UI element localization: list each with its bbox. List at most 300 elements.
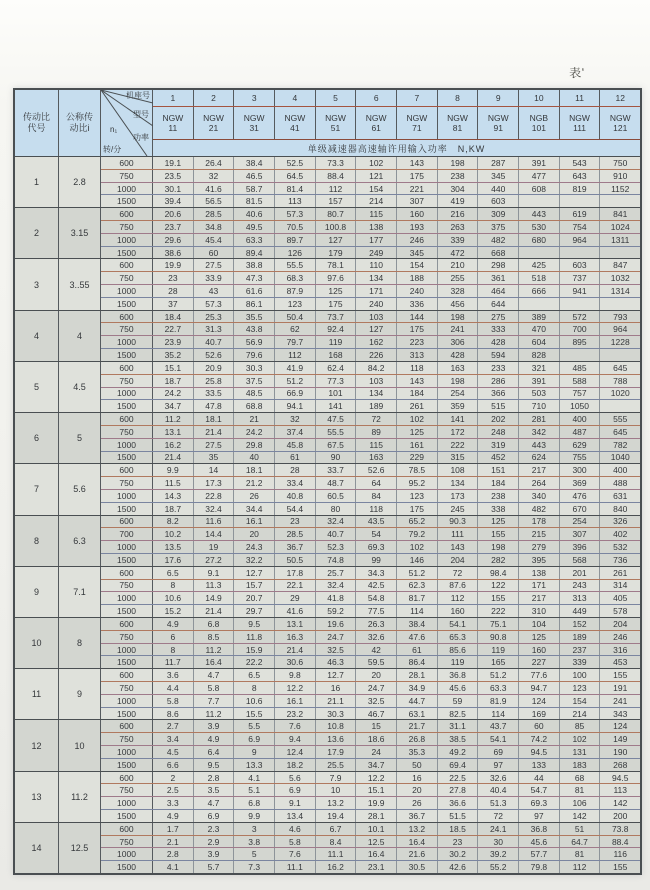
ratio-group [15,258,640,309]
group-rows [101,362,640,412]
value-cell: 32.5 [356,695,397,707]
frame-number-cell: 4 [275,90,316,106]
ratio-code-cell: 13 [15,772,59,822]
group-rows [101,259,640,309]
value-cell: 4.1 [234,772,275,784]
table-row [101,541,640,554]
value-cell: 306 [438,336,479,348]
value-cell: 304 [438,183,479,195]
value-cell: 201 [560,567,601,579]
value-cell [600,298,640,310]
value-cell: 29 [275,592,316,604]
value-cell: 13.3 [234,759,275,771]
value-cell: 4.9 [194,733,235,745]
value-cell: 18.5 [438,823,479,835]
value-cell: 72 [356,413,397,425]
value-cell: 78.5 [397,464,438,476]
value-cell: 8 [234,682,275,694]
value-cell: 15.7 [234,580,275,592]
value-cell: 125 [519,631,560,643]
value-cell: 238 [478,490,519,502]
value-cell: 6.5 [234,669,275,681]
value-cell: 310 [519,605,560,617]
value-cell [600,349,640,361]
group-rows [101,823,640,873]
header-right [153,90,640,156]
value-cell: 78.1 [316,259,357,271]
table-row [101,208,640,221]
span-title-row [153,140,640,156]
value-cell: 555 [613,414,628,424]
value-cell: 405 [613,593,628,604]
model-size: 21 [208,123,219,133]
value-cell: 32.6 [356,631,397,643]
value-cell: 34.3 [356,567,397,579]
value-cell: 16.4 [356,848,397,860]
table-row [101,746,640,759]
value-cell: 5.6 [275,772,316,784]
value-cell: 16.3 [275,631,316,643]
value-cell: 1024 [610,221,630,232]
table-row [101,336,640,349]
value-cell: 51.3 [478,797,519,809]
header-nominal-ratio-line2: 动比i [69,123,90,133]
value-cell: 12.5 [356,836,397,848]
value-cell: 85 [560,720,601,732]
model-size: 51 [330,123,341,133]
value-cell: 198 [438,375,479,387]
model-size: 41 [290,123,300,133]
table-row [101,247,640,259]
table-row [101,298,640,310]
value-cell: 29.8 [234,439,275,451]
value-cell: 188 [397,272,438,284]
group-rows [101,413,640,463]
value-cell: 4.5 [153,746,194,758]
value-cell: 32.2 [234,554,275,566]
header-ratio-code-line2: 代号 [27,123,46,133]
value-cell: 112 [275,349,316,361]
frame-number-cell: 11 [560,90,601,106]
value-cell: 241 [613,695,628,706]
value-cell: 47.5 [316,413,357,425]
value-cell: 36.8 [438,669,479,681]
value-cell: 32.6 [478,772,519,784]
value-cell: 28.5 [194,208,235,220]
value-cell: 7.6 [275,848,316,860]
value-cell: 134 [438,477,479,489]
value-cell: 223 [397,336,438,348]
model-cell [316,107,357,139]
value-cell: 11.2 [194,644,235,656]
value-cell: 214 [356,195,397,207]
value-cell: 2.8 [153,848,194,860]
value-cell: 89.4 [234,247,275,259]
value-cell: 30.3 [316,708,357,720]
value-cell: 38.8 [234,259,275,271]
diagonal-rpm-label: 转/分 [103,145,122,154]
value-cell: 90.3 [438,516,479,528]
ratio-group [15,566,640,617]
value-cell: 54.7 [519,784,560,796]
value-cell: 18.6 [356,733,397,745]
value-cell: 456 [438,298,479,310]
value-cell: 112 [316,183,357,195]
value-cell: 16.4 [194,656,235,668]
rpm-cell: 1000 [101,439,153,451]
rpm-cell: 750 [101,682,153,694]
value-cell: 27.2 [194,554,235,566]
value-cell: 788 [613,375,628,386]
value-cell: 51.5 [438,810,479,822]
value-cell: 10.2 [153,528,194,540]
value-cell: 66.9 [275,388,316,400]
value-cell: 62.4 [316,362,357,374]
table-header [15,90,640,156]
model-cell [519,107,560,139]
value-cell: 62 [275,323,316,335]
value-cell: 20.6 [153,208,194,220]
value-cell: 449 [560,605,601,617]
value-cell: 246 [613,631,628,642]
value-cell: 680 [519,234,560,246]
value-cell: 17.3 [194,477,235,489]
rpm-cell: 1000 [101,490,153,502]
table-row [101,592,640,605]
value-cell: 700 [560,323,601,335]
value-cell: 84 [356,490,397,502]
ratio-group [15,771,640,822]
model-cell [153,107,194,139]
value-cell: 793 [613,311,628,322]
ratio-group [15,822,640,873]
value-cell: 366 [478,388,519,400]
value-cell: 134 [356,272,397,284]
value-cell: 189 [560,631,601,643]
value-cell: 43.5 [356,516,397,528]
value-cell: 736 [613,554,628,565]
value-cell: 90 [316,452,357,464]
value-cell: 49.5 [234,221,275,233]
value-cell: 45.6 [438,682,479,694]
header-left [15,90,153,156]
value-cell: 51.2 [478,669,519,681]
value-cell: 133 [519,759,560,771]
rpm-cell: 1000 [101,746,153,758]
value-cell: 124 [519,695,560,707]
ratio-code-cell: 1 [15,157,59,207]
rpm-cell: 600 [101,720,153,732]
frame-number-cell: 6 [356,90,397,106]
value-cell: 895 [560,336,601,348]
value-cell: 102 [397,541,438,553]
value-cell: 33.7 [316,464,357,476]
value-cell: 65.2 [397,516,438,528]
value-cell: 15.1 [356,784,397,796]
ratio-value-cell: 8 [59,618,101,668]
value-cell: 215 [519,528,560,540]
value-cell: 115 [356,439,397,451]
value-cell: 10 [316,784,357,796]
value-cell: 5.8 [153,695,194,707]
value-cell: 155 [613,862,628,873]
value-cell: 119 [438,656,479,668]
rpm-cell: 600 [101,618,153,630]
rpm-cell: 750 [101,272,153,284]
value-cell: 428 [438,349,479,361]
value-cell: 3 [234,823,275,835]
value-cell: 30.1 [153,183,194,195]
value-cell: 255 [438,272,479,284]
value-cell: 15.2 [153,605,194,617]
model-cell [194,107,235,139]
frame-number-row [153,90,640,107]
value-cell: 100.8 [316,221,357,233]
value-cell: 14 [194,464,235,476]
value-cell: 127 [316,234,357,246]
value-cell: 171 [356,285,397,297]
value-cell: 102 [397,413,438,425]
rpm-cell: 750 [101,375,153,387]
value-cell: 645 [613,362,628,373]
value-cell: 116 [613,849,627,860]
value-cell: 210 [438,259,479,271]
diagonal-model-label: 型号 [133,110,149,119]
value-cell: 340 [519,490,560,502]
value-cell: 9.9 [234,810,275,822]
value-cell: 35.3 [397,746,438,758]
value-cell: 1314 [610,285,630,296]
value-cell: 217 [519,464,560,476]
value-cell: 27.8 [438,784,479,796]
value-cell: 14.9 [194,592,235,604]
value-cell: 72 [478,810,519,822]
value-cell: 34.7 [153,400,194,412]
value-cell: 264 [519,477,560,489]
group-rows [101,772,640,822]
value-cell: 3.6 [153,669,194,681]
value-cell: 32 [275,413,316,425]
value-cell: 532 [613,542,628,553]
table-row [101,695,640,708]
value-cell: 12.7 [234,567,275,579]
ratio-code-cell: 6 [15,413,59,463]
value-cell: 345 [397,247,438,259]
value-cell: 20 [397,784,438,796]
value-cell: 339 [560,656,601,668]
value-cell: 18.7 [153,375,194,387]
value-cell: 33.5 [194,388,235,400]
table-row [101,772,640,785]
value-cell: 72 [438,567,479,579]
table-row [101,477,640,490]
value-cell: 94.1 [275,400,316,412]
diagonal-n1-label: n₁ [110,125,118,134]
value-cell: 10.8 [316,720,357,732]
value-cell: 22.2 [234,656,275,668]
value-cell: 52.6 [356,464,397,476]
value-cell: 338 [478,503,519,515]
value-cell: 112 [438,592,479,604]
value-cell: 86.4 [397,656,438,668]
value-cell: 198 [478,541,519,553]
table-row [101,528,640,541]
ratio-value-cell: 7.1 [59,567,101,617]
value-cell: 16 [316,682,357,694]
ratio-code-cell: 11 [15,669,59,719]
value-cell: 15.9 [234,644,275,656]
value-cell: 543 [560,157,601,169]
rpm-cell: 1000 [101,695,153,707]
value-cell: 92.4 [316,323,357,335]
value-cell: 30.5 [397,861,438,873]
table-row [101,708,640,720]
value-cell: 13.4 [275,810,316,822]
value-cell: 119 [316,336,357,348]
value-cell: 645 [613,426,628,437]
value-cell: 28.5 [275,528,316,540]
model-series: NGW [162,113,184,123]
value-cell: 200 [613,810,628,821]
value-cell: 4.7 [194,797,235,809]
table-row [101,439,640,452]
value-cell: 89 [356,426,397,438]
value-cell: 43.7 [478,720,519,732]
value-cell: 26.8 [397,733,438,745]
diagonal-power-label: 功率 [133,133,149,142]
rpm-cell: 600 [101,413,153,425]
frame-number-cell: 3 [234,90,275,106]
value-cell: 11.2 [153,413,194,425]
value-cell: 175 [397,323,438,335]
value-cell: 841 [613,209,628,220]
value-cell: 369 [560,477,601,489]
rpm-cell: 1000 [101,234,153,246]
ratio-code-cell: 5 [15,362,59,412]
table-row [101,195,640,207]
value-cell: 63.3 [478,682,519,694]
value-cell: 16.1 [234,516,275,528]
model-series: NGW [569,113,590,123]
value-cell: 104 [519,618,560,630]
value-cell: 68 [560,772,601,784]
value-cell: 198 [438,157,479,169]
value-cell: 298 [478,259,519,271]
value-cell: 30.3 [234,362,275,374]
value-cell: 26.3 [356,618,397,630]
value-cell: 482 [519,503,560,515]
value-cell: 3.5 [194,784,235,796]
data-table [13,88,642,875]
value-cell: 21 [234,413,275,425]
value-cell: 847 [613,260,628,271]
value-cell: 12.7 [316,669,357,681]
frame-number-cell: 12 [615,93,625,103]
value-cell: 9 [234,746,275,758]
value-cell: 43.8 [234,323,275,335]
value-cell: 52.5 [275,157,316,169]
table-row [101,682,640,695]
value-cell: 97.6 [316,272,357,284]
value-cell: 95.2 [397,477,438,489]
value-cell: 530 [519,221,560,233]
value-cell: 81.7 [397,592,438,604]
value-cell: 46.5 [234,170,275,182]
value-cell: 94.5 [611,772,629,783]
value-cell: 154 [397,259,438,271]
value-cell: 941 [560,285,601,297]
value-cell: 112 [560,861,601,873]
value-cell: 1020 [610,388,630,399]
value-cell: 47.8 [194,400,235,412]
value-cell: 286 [478,375,519,387]
value-cell: 46.7 [356,708,397,720]
value-cell: 183 [560,759,601,771]
ratio-code-cell: 8 [15,516,59,566]
value-cell: 8.2 [153,516,194,528]
value-cell: 26 [234,490,275,502]
value-cell: 50.4 [275,311,316,323]
value-cell: 55.2 [478,861,519,873]
value-cell: 16.2 [153,439,194,451]
ratio-value-cell: 4 [59,311,101,361]
rpm-cell: 750 [101,426,153,438]
value-cell: 568 [560,554,601,566]
value-cell: 123 [560,682,601,694]
value-cell: 21.6 [397,848,438,860]
value-cell: 7.7 [194,695,235,707]
model-series: NGW [203,113,224,123]
value-cell: 624 [519,452,560,464]
value-cell: 108 [438,464,479,476]
value-cell: 80.7 [316,208,357,220]
value-cell: 339 [438,234,479,246]
value-cell: 8.5 [194,631,235,643]
rpm-cell: 750 [101,631,153,643]
value-cell: 59.2 [316,605,357,617]
value-cell: 41.6 [194,183,235,195]
value-cell: 68.8 [234,400,275,412]
value-cell: 5.5 [234,720,275,732]
value-cell: 10.6 [153,592,194,604]
value-cell: 54.8 [356,592,397,604]
value-cell: 9.5 [234,618,275,630]
value-cell: 23.1 [356,861,397,873]
value-cell [600,247,640,259]
ratio-code-cell: 3 [15,259,59,309]
ratio-code-cell: 4 [15,311,59,361]
value-cell: 248 [478,426,519,438]
value-cell: 169 [519,708,560,720]
value-cell: 179 [316,247,357,259]
ratio-group [15,515,640,566]
value-cell: 123 [275,298,316,310]
value-cell: 227 [519,656,560,668]
value-cell: 245 [438,503,479,515]
value-cell: 31.3 [194,323,235,335]
ratio-value-cell: 5.6 [59,464,101,514]
rpm-cell: 1000 [101,848,153,860]
value-cell: 12.2 [275,682,316,694]
value-cell: 40 [234,452,275,464]
value-cell: 828 [519,349,560,361]
header-ratio-code [15,90,59,156]
value-cell: 5 [234,848,275,860]
value-cell: 631 [613,490,628,501]
value-cell: 191 [613,682,628,693]
value-cell: 238 [438,170,479,182]
value-cell: 11.1 [275,861,316,873]
